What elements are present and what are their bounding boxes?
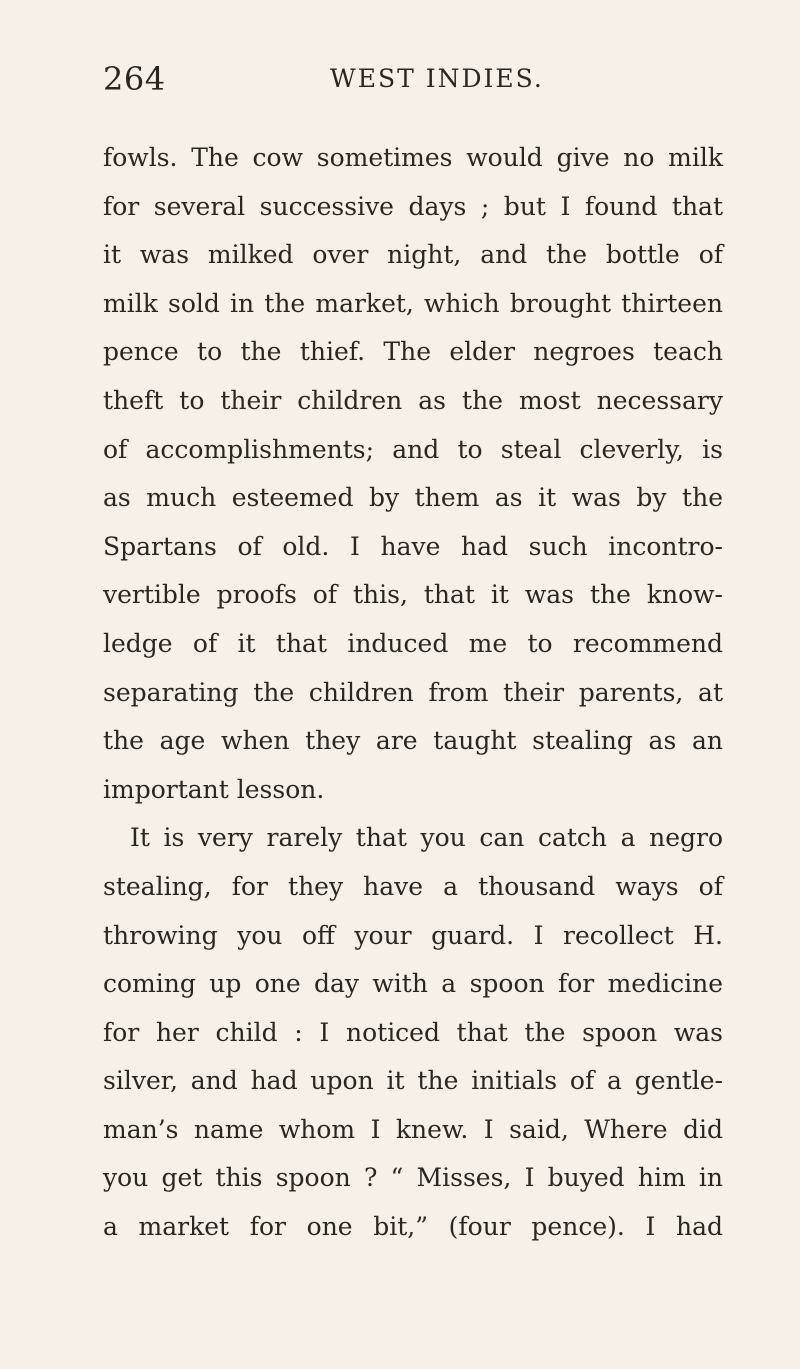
text-line: It is very rarely that you can catch a negro [130,823,723,853]
text-line: the age when they are taught stealing as an [103,726,723,756]
text-line: for several successive days ; but I found that [103,191,723,221]
body-text [103,134,723,1252]
page-number: 264 [103,60,166,98]
text-line: fowls. The cow sometimes would give no milk [103,143,723,172]
text-line: coming up one day with a spoon for medicine [103,969,723,999]
text-line: a market for one bit,” (four pence). I had [103,1212,723,1242]
running-head: WEST INDIES. [330,64,544,93]
text-line: as much esteemed by them as it was by the [103,483,723,513]
text-line: for her child : I noticed that the spoon was [103,1017,723,1047]
text-line: man’s name whom I knew. I said, Where did [103,1114,723,1144]
text-line: separating the children from their parents, at [103,677,723,707]
text-line: theft to their children as the most necessary [103,385,723,415]
text-line: of accomplishments; and to steal cleverly, is [103,434,723,464]
text-line: stealing, for they have a thousand ways of [103,871,723,901]
text-line: ledge of it that induced me to recommend [103,628,723,658]
text-line: pence to the thief. The elder negroes teach [103,337,723,367]
text-line: important lesson. [103,774,325,804]
text-line: it was milked over night, and the bottle of [103,240,723,270]
text-line: you get this spoon ? “ Misses, I buyed him in [103,1163,723,1193]
text-line: throwing you off your guard. I recollect H. [103,920,723,950]
text-line: silver, and had upon it the initials of a gentle- [103,1066,723,1096]
page-header [103,60,719,100]
text-line: vertible proofs of this, that it was the know- [103,580,723,610]
text-line: milk sold in the market, which brought thirteen [103,288,723,318]
text-line: Spartans of old. I have had such incontro- [103,531,723,561]
